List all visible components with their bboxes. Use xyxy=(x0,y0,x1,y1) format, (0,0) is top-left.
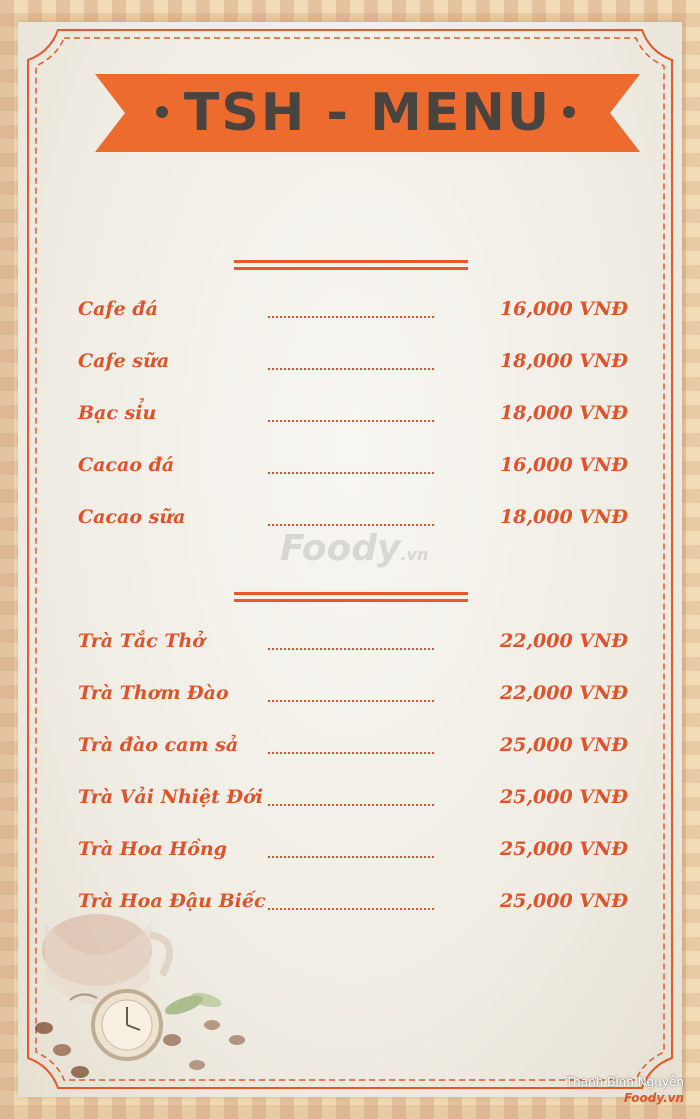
item-name: Trà Vải Nhiệt Đới xyxy=(78,786,263,808)
menu-item xyxy=(78,298,628,328)
section-divider xyxy=(234,260,468,272)
item-price: 25,000 VNĐ xyxy=(499,734,628,756)
item-name: Trà Tắc Thở xyxy=(78,630,205,652)
dot-leader xyxy=(268,700,434,702)
dot-leader xyxy=(268,648,434,650)
dot-leader xyxy=(268,752,434,754)
credit-author: Thanh Bình Nguyễn xyxy=(565,1075,684,1089)
dot-leader xyxy=(268,856,434,858)
item-name: Trà Hoa Đậu Biếc xyxy=(78,890,266,912)
item-name: Trà Thơm Đào xyxy=(78,682,229,704)
item-price: 16,000 VNĐ xyxy=(499,454,628,476)
foody-watermark: Foody.vn xyxy=(280,528,429,569)
dot-leader xyxy=(268,472,434,474)
item-price: 25,000 VNĐ xyxy=(499,786,628,808)
item-price: 22,000 VNĐ xyxy=(499,630,628,652)
item-price: 25,000 VNĐ xyxy=(499,838,628,860)
item-price: 16,000 VNĐ xyxy=(499,298,628,320)
coffee-decoration xyxy=(22,880,342,1095)
item-name: Cacao đá xyxy=(78,454,175,476)
dot-leader xyxy=(268,524,434,526)
dot-leader xyxy=(268,804,434,806)
menu-item xyxy=(78,786,628,816)
item-name: Cafe đá xyxy=(78,298,158,320)
page-title: TSH - MENU xyxy=(183,83,552,143)
item-name: Trà Hoa Hồng xyxy=(78,838,227,860)
item-name: Bạc sỉu xyxy=(78,402,157,424)
item-price: 18,000 VNĐ xyxy=(499,402,628,424)
menu-item xyxy=(78,838,628,868)
item-name: Cacao sữa xyxy=(78,506,186,528)
dot-leader xyxy=(268,368,434,370)
section-divider xyxy=(234,592,468,604)
dot-leader xyxy=(268,316,434,318)
menu-item xyxy=(78,734,628,764)
menu-item xyxy=(78,350,628,380)
item-name: Trà đào cam sả xyxy=(78,734,239,756)
item-price: 22,000 VNĐ xyxy=(499,682,628,704)
menu-item xyxy=(78,402,628,432)
item-price: 18,000 VNĐ xyxy=(499,350,628,372)
photo-credit xyxy=(566,1074,684,1106)
menu-item xyxy=(78,630,628,660)
item-price: 18,000 VNĐ xyxy=(499,506,628,528)
dot-leader xyxy=(268,420,434,422)
menu-item xyxy=(78,682,628,712)
item-name: Cafe sữa xyxy=(78,350,170,372)
item-price: 25,000 VNĐ xyxy=(499,890,628,912)
credit-site: Foody.vn xyxy=(624,1091,684,1105)
menu-item xyxy=(78,454,628,484)
